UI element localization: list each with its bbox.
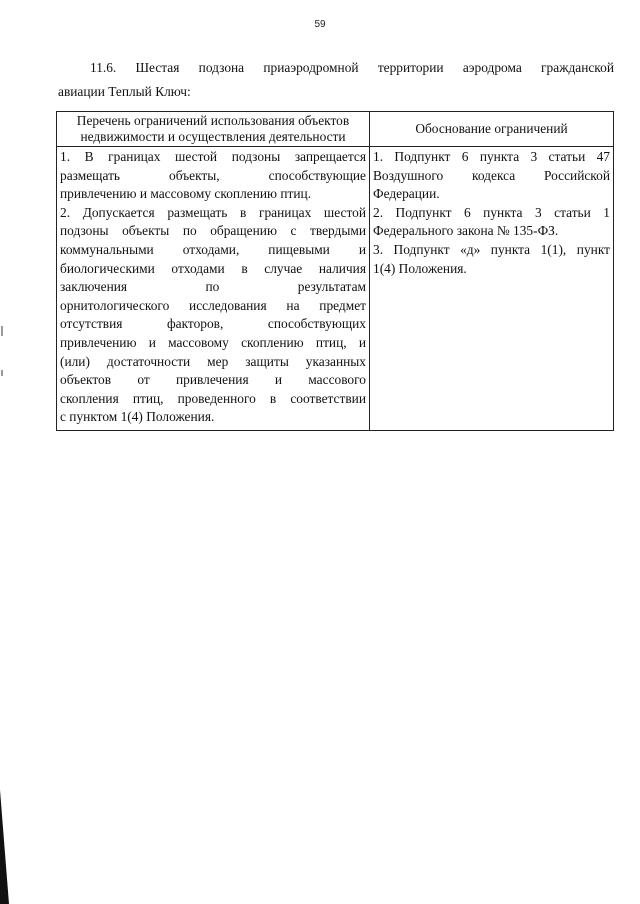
restrictions-line: привлечению и массовому скоплению птиц. bbox=[60, 186, 312, 202]
scan-margin-mark bbox=[1, 370, 3, 376]
restrictions-line: заключения по результатам bbox=[60, 279, 366, 295]
section-heading-line-2: авиации Теплый Ключ: bbox=[58, 84, 191, 99]
restrictions-line: с пунктом 1(4) Положения. bbox=[60, 409, 215, 425]
header-restrictions-list bbox=[57, 112, 370, 147]
header-restrictions-list-line-2: недвижимости и осуществления деятельности bbox=[80, 129, 346, 144]
restrictions-line: биологическими отходами в случае наличия bbox=[60, 260, 366, 276]
table-header-row bbox=[57, 112, 614, 147]
restrictions-line: коммунальными отходами, пищевыми и bbox=[60, 241, 366, 257]
restrictions-line: 1. В границах шестой подзоны запрещается bbox=[60, 149, 366, 164]
scan-margin-mark bbox=[1, 326, 3, 336]
restrictions-table bbox=[56, 111, 614, 431]
justification-line: 1(4) Положения. bbox=[373, 260, 467, 276]
justification-line: 3. Подпункт «д» пункта 1(1), пункт bbox=[373, 241, 610, 257]
justification-line: Федерации. bbox=[373, 186, 440, 202]
page-number: 59 bbox=[314, 19, 326, 30]
section-heading bbox=[58, 56, 614, 104]
justification-line: 2. Подпункт 6 пункта 3 статьи 1 bbox=[373, 204, 610, 220]
restrictions-line: объектов от привлечения и массового bbox=[60, 372, 366, 388]
restrictions-line: подзоны объекты по обращению с твердыми bbox=[60, 223, 366, 239]
justification-line: Воздушного кодекса Российской bbox=[373, 167, 610, 183]
restrictions-line: размещать объекты, способствующие bbox=[60, 167, 366, 183]
table-row bbox=[57, 147, 614, 431]
scan-edge-shadow bbox=[0, 790, 9, 904]
justification-line: 1. Подпункт 6 пункта 3 статьи 47 bbox=[373, 149, 610, 164]
restrictions-line: привлечению и массовому скоплению птиц, и bbox=[60, 334, 366, 350]
section-heading-line-1: 11.6. Шестая подзона приаэродромной территории аэродрома гражданской bbox=[90, 60, 614, 75]
restrictions-line: 2. Допускается размещать в границах шестой bbox=[60, 204, 366, 220]
justification-cell bbox=[370, 147, 614, 431]
restrictions-line: орнитологического исследования на предмет bbox=[60, 297, 366, 313]
justification-line: Федерального закона № 135-ФЗ. bbox=[373, 223, 559, 239]
restrictions-line: скопления птиц, проведенного в соответствии bbox=[60, 390, 366, 406]
restrictions-cell bbox=[57, 147, 370, 431]
restrictions-line: отсутствия факторов, способствующих bbox=[60, 316, 366, 332]
header-restrictions-list-line-1: Перечень ограничений использования объектов bbox=[76, 113, 350, 128]
header-justification: Обоснование ограничений bbox=[370, 112, 614, 147]
restrictions-line: (или) достаточности мер защиты указанных bbox=[60, 353, 366, 369]
